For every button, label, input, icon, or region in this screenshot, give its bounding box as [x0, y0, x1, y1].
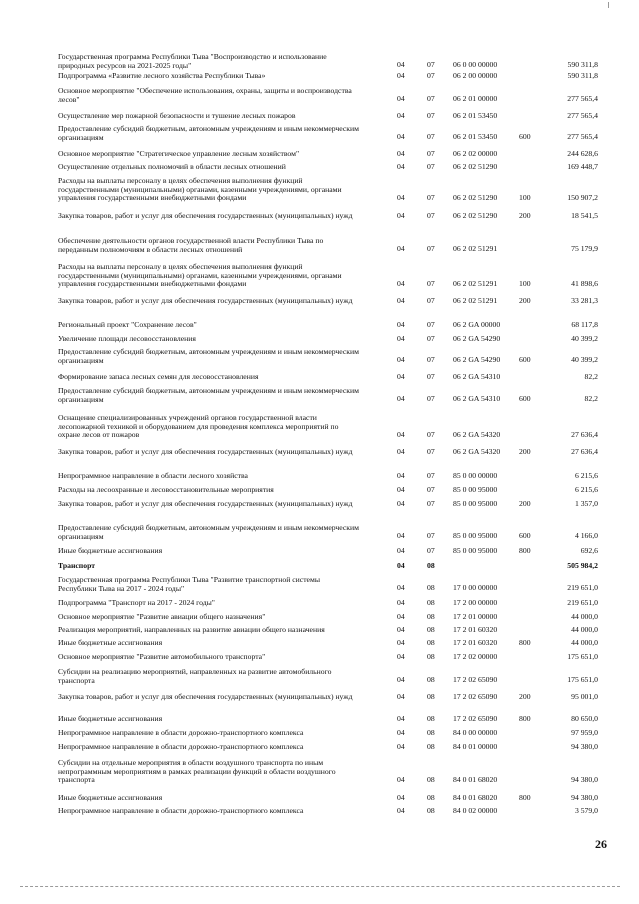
row-name: Иные бюджетные ассигнования [58, 546, 163, 555]
row-rz: 04 [397, 531, 405, 541]
row-csr: 85 0 00 95000 [453, 485, 498, 495]
row-csr: 17 2 02 65090 [453, 675, 498, 685]
row-csr: 17 2 01 60320 [453, 638, 498, 648]
row-vr: 100 [519, 279, 531, 289]
row-sum: 244 628,6 [567, 149, 598, 159]
row-name: Подпрограмма «Развитие лесного хозяйства Республики Тыва» [58, 71, 266, 80]
row-csr: 17 2 02 65090 [453, 692, 498, 702]
row-pr: 08 [427, 806, 435, 816]
row-csr: 06 2 00 00000 [453, 71, 498, 81]
row-pr: 08 [427, 612, 435, 622]
row-csr: 06 2 02 51291 [453, 296, 498, 306]
row-rz: 04 [397, 132, 405, 142]
table-row [0, 668, 639, 685]
row-rz: 04 [397, 372, 405, 382]
row-sum: 169 448,7 [567, 162, 598, 172]
row-sum: 4 166,0 [574, 531, 598, 541]
table-row [0, 807, 639, 816]
row-name: Закупка товаров, работ и услуг для обеспечения государственных (муниципальных) нужд [58, 211, 353, 220]
row-name: Субсидии на отдельные мероприятия в области воздушного транспорта по иным непрограммным мероприятиям в рамках реализации функций в области воздушного транспорта [58, 758, 336, 785]
row-csr: 84 0 01 68020 [453, 793, 498, 803]
row-rz: 04 [397, 111, 405, 121]
row-csr: 06 2 02 51291 [453, 244, 498, 254]
row-csr: 84 0 01 68020 [453, 775, 498, 785]
row-rz: 04 [397, 583, 405, 593]
row-rz: 04 [397, 430, 405, 440]
row-sum: 94 380,0 [571, 742, 598, 752]
row-pr: 08 [427, 714, 435, 724]
row-name: Региональный проект "Сохранение лесов" [58, 320, 197, 329]
row-sum: 27 636,4 [571, 430, 598, 440]
table-row [0, 486, 639, 495]
row-name: Формирование запаса лесных семян для лесовосстановления [58, 372, 259, 381]
row-rz: 04 [397, 652, 405, 662]
row-sum: 44 000,0 [571, 612, 598, 622]
table-row [0, 321, 639, 330]
row-rz: 04 [397, 561, 405, 571]
table-row [0, 163, 639, 172]
row-name: Оснащение специализированных учреждений органов государственной власти лесопожарной техникой и оборудованием для проведения комплекса мероприятий по охране лесов от пожаров [58, 413, 339, 440]
row-vr: 200 [519, 296, 531, 306]
row-csr: 06 2 02 51290 [453, 211, 498, 221]
row-pr: 08 [427, 638, 435, 648]
row-name: Реализация мероприятий, направленных на развитие авиации общего назначения [58, 625, 325, 634]
row-name: Основное мероприятие "Развитие автомобильного транспорта" [58, 652, 266, 661]
row-csr: 85 0 00 00000 [453, 471, 498, 481]
row-sum: 6 215,6 [574, 485, 598, 495]
row-sum: 27 636,4 [571, 447, 598, 457]
row-sum: 40 399,2 [571, 334, 598, 344]
row-pr: 07 [427, 546, 435, 556]
row-sum: 44 000,0 [571, 625, 598, 635]
row-sum: 505 984,2 [567, 561, 598, 571]
row-vr: 200 [519, 447, 531, 457]
row-csr: 17 2 01 00000 [453, 612, 498, 622]
row-rz: 04 [397, 546, 405, 556]
row-rz: 04 [397, 598, 405, 608]
row-rz: 04 [397, 675, 405, 685]
row-rz: 04 [397, 638, 405, 648]
row-rz: 04 [397, 692, 405, 702]
row-pr: 07 [427, 447, 435, 457]
row-csr: 06 2 01 53450 [453, 132, 498, 142]
table-row [0, 87, 639, 104]
row-rz: 04 [397, 334, 405, 344]
row-name: Иные бюджетные ассигнования [58, 714, 163, 723]
row-rz: 04 [397, 714, 405, 724]
row-rz: 04 [397, 447, 405, 457]
row-pr: 07 [427, 111, 435, 121]
row-name: Расходы на выплаты персоналу в целях обеспечения выполнения функций государственными (муниципальными) органами, казенными учреждениями, органами управления государственными внебюджетными фондами [58, 262, 342, 289]
row-sum: 18 541,5 [571, 211, 598, 221]
row-vr: 800 [519, 546, 531, 556]
row-rz: 04 [397, 485, 405, 495]
row-rz: 04 [397, 320, 405, 330]
row-csr: 06 2 02 51291 [453, 279, 498, 289]
table-row [0, 335, 639, 344]
row-sum: 175 651,0 [567, 652, 598, 662]
row-sum: 41 898,6 [571, 279, 598, 289]
table-row [0, 693, 639, 702]
row-sum: 95 001,0 [571, 692, 598, 702]
table-row [0, 576, 639, 593]
table-row [0, 414, 639, 440]
row-rz: 04 [397, 625, 405, 635]
row-sum: 82,2 [584, 372, 598, 382]
row-csr: 06 2 GA 54290 [453, 355, 501, 365]
row-csr: 85 0 00 95000 [453, 531, 498, 541]
table-row [0, 237, 639, 254]
row-name: Расходы на лесоохранные и лесовосстановительные мероприятия [58, 485, 274, 494]
row-rz: 04 [397, 296, 405, 306]
row-rz: 04 [397, 612, 405, 622]
row-rz: 04 [397, 149, 405, 159]
row-csr: 17 2 01 60320 [453, 625, 498, 635]
row-sum: 277 565,4 [567, 132, 598, 142]
row-vr: 600 [519, 394, 531, 404]
table-row [0, 263, 639, 289]
row-csr: 06 2 GA 54290 [453, 334, 501, 344]
row-name: Предоставление субсидий бюджетным, автономным учреждениям и иным некоммерческим организациям [58, 347, 359, 365]
row-pr: 07 [427, 162, 435, 172]
row-pr: 07 [427, 211, 435, 221]
row-rz: 04 [397, 742, 405, 752]
row-vr: 200 [519, 692, 531, 702]
row-rz: 04 [397, 775, 405, 785]
row-rz: 04 [397, 94, 405, 104]
row-sum: 68 117,8 [571, 320, 598, 330]
row-pr: 07 [427, 394, 435, 404]
row-csr: 06 2 GA 54310 [453, 372, 501, 382]
row-sum: 277 565,4 [567, 111, 598, 121]
row-name: Непрограммное направление в области дорожно-транспортного комплекса [58, 806, 304, 815]
row-csr: 06 2 02 51290 [453, 162, 498, 172]
row-sum: 1 357,0 [574, 499, 598, 509]
row-csr: 17 2 02 65090 [453, 714, 498, 724]
table-row [0, 387, 639, 404]
row-csr: 17 2 00 00000 [453, 598, 498, 608]
row-csr: 84 0 02 00000 [453, 806, 498, 816]
row-csr: 06 2 GA 54320 [453, 447, 501, 457]
row-rz: 04 [397, 193, 405, 203]
row-name: Иные бюджетные ассигнования [58, 638, 163, 647]
table-row [0, 472, 639, 481]
row-name: Закупка товаров, работ и услуг для обеспечения государственных (муниципальных) нужд [58, 692, 353, 701]
row-csr: 84 0 00 00000 [453, 728, 498, 738]
row-name: Основное мероприятие "Обеспечение использования, охраны, защиты и воспроизводства лесов" [58, 86, 352, 104]
row-csr: 17 0 00 00000 [453, 583, 498, 593]
row-pr: 07 [427, 320, 435, 330]
row-vr: 200 [519, 499, 531, 509]
row-name: Непрограммное направление в области дорожно-транспортного комплекса [58, 728, 304, 737]
row-name: Субсидии на реализацию мероприятий, направленных на развитие автомобильного транспорта [58, 667, 332, 685]
row-name: Осуществление мер пожарной безопасности и тушение лесных пожаров [58, 111, 296, 120]
row-pr: 07 [427, 244, 435, 254]
row-pr: 07 [427, 485, 435, 495]
row-sum: 82,2 [584, 394, 598, 404]
table-row [0, 448, 639, 457]
table-row [0, 639, 639, 648]
table-row [0, 373, 639, 382]
row-pr: 07 [427, 71, 435, 81]
row-pr: 08 [427, 583, 435, 593]
table-row [0, 53, 639, 70]
table-row [0, 653, 639, 662]
row-csr: 06 2 GA 54310 [453, 394, 501, 404]
row-rz: 04 [397, 211, 405, 221]
row-name: Осуществление отдельных полномочий в области лесных отношений [58, 162, 286, 171]
row-rz: 04 [397, 394, 405, 404]
row-rz: 04 [397, 71, 405, 81]
table-row [0, 759, 639, 785]
row-pr: 07 [427, 430, 435, 440]
row-rz: 04 [397, 279, 405, 289]
row-sum: 692,6 [580, 546, 598, 556]
row-csr: 06 2 02 00000 [453, 149, 498, 159]
table-row [0, 72, 639, 81]
row-rz: 04 [397, 793, 405, 803]
row-rz: 04 [397, 728, 405, 738]
table-row [0, 743, 639, 752]
row-sum: 44 000,0 [571, 638, 598, 648]
table-row [0, 626, 639, 635]
row-pr: 08 [427, 793, 435, 803]
row-csr: 85 0 00 95000 [453, 546, 498, 556]
row-name: Закупка товаров, работ и услуг для обеспечения государственных (муниципальных) нужд [58, 296, 353, 305]
row-vr: 800 [519, 793, 531, 803]
row-name: Государственная программа Республики Тыва "Воспроизводство и использование природных ресурсов на 2021-2025 годы" [58, 52, 327, 70]
table-row [0, 112, 639, 121]
row-name: Расходы на выплаты персоналу в целях обеспечения выполнения функций государственными (муниципальными) органами, казенными учреждениями, органами управления государственными внебюджетными фондами [58, 176, 342, 203]
row-name: Иные бюджетные ассигнования [58, 793, 163, 802]
table-row [0, 613, 639, 622]
row-sum: 3 579,0 [574, 806, 598, 816]
row-sum: 150 907,2 [567, 193, 598, 203]
table-row [0, 297, 639, 306]
table-row [0, 715, 639, 724]
row-pr: 08 [427, 561, 435, 571]
row-pr: 07 [427, 279, 435, 289]
row-vr: 100 [519, 193, 531, 203]
row-pr: 08 [427, 652, 435, 662]
row-csr: 06 0 00 00000 [453, 60, 498, 70]
row-sum: 97 959,0 [571, 728, 598, 738]
row-name: Закупка товаров, работ и услуг для обеспечения государственных (муниципальных) нужд [58, 499, 353, 508]
row-vr: 800 [519, 638, 531, 648]
row-name: Непрограммное направление в области дорожно-транспортного комплекса [58, 742, 304, 751]
row-name: Государственная программа Республики Тыва "Развитие транспортной системы Республики Тыва на 2017 - 2024 годы" [58, 575, 320, 593]
row-vr: 600 [519, 531, 531, 541]
table-row [0, 348, 639, 365]
row-rz: 04 [397, 244, 405, 254]
row-sum: 94 380,0 [571, 793, 598, 803]
row-vr: 800 [519, 714, 531, 724]
row-pr: 07 [427, 94, 435, 104]
row-csr: 85 0 00 95000 [453, 499, 498, 509]
row-csr: 06 2 GA 00000 [453, 320, 501, 330]
row-sum: 75 179,9 [571, 244, 598, 254]
row-pr: 08 [427, 775, 435, 785]
row-name: Основное мероприятие "Развитие авиации общего назначения" [58, 612, 266, 621]
row-vr: 600 [519, 355, 531, 365]
row-rz: 04 [397, 499, 405, 509]
row-vr: 200 [519, 211, 531, 221]
row-rz: 04 [397, 355, 405, 365]
row-pr: 07 [427, 372, 435, 382]
row-sum: 219 651,0 [567, 583, 598, 593]
row-csr: 06 2 01 53450 [453, 111, 498, 121]
table-row [0, 524, 639, 541]
row-pr: 07 [427, 499, 435, 509]
table-row [0, 500, 639, 509]
bottom-rule [20, 886, 620, 887]
table-row [0, 150, 639, 159]
row-name: Увеличение площади лесовосстановления [58, 334, 196, 343]
row-csr: 06 2 01 00000 [453, 94, 498, 104]
row-name: Предоставление субсидий бюджетным, автономным учреждениям и иным некоммерческим организациям [58, 124, 359, 142]
table-row [0, 125, 639, 142]
row-pr: 08 [427, 598, 435, 608]
row-pr: 07 [427, 296, 435, 306]
table-row [0, 177, 639, 203]
row-pr: 07 [427, 60, 435, 70]
row-sum: 219 651,0 [567, 598, 598, 608]
row-pr: 07 [427, 132, 435, 142]
row-name: Обеспечение деятельности органов государственной власти Республики Тыва по переданным полномочиям в области лесных отношений [58, 236, 324, 254]
table-row [0, 547, 639, 556]
table-row [0, 794, 639, 803]
row-csr: 06 2 GA 54320 [453, 430, 501, 440]
table-row [0, 562, 639, 571]
row-rz: 04 [397, 471, 405, 481]
row-name: Непрограммное направление в области лесного хозяйства [58, 471, 248, 480]
row-pr: 07 [427, 355, 435, 365]
table-row [0, 729, 639, 738]
row-name: Предоставление субсидий бюджетным, автономным учреждениям и иным некоммерческим организациям [58, 386, 359, 404]
row-pr: 07 [427, 149, 435, 159]
row-sum: 590 311,8 [567, 71, 598, 81]
row-name: Транспорт [58, 561, 96, 570]
table-row [0, 212, 639, 221]
page-number: 26 [595, 837, 607, 851]
row-sum: 590 311,8 [567, 60, 598, 70]
row-sum: 175 651,0 [567, 675, 598, 685]
row-csr: 17 2 02 00000 [453, 652, 498, 662]
row-sum: 80 650,0 [571, 714, 598, 724]
row-pr: 08 [427, 728, 435, 738]
row-vr: 600 [519, 132, 531, 142]
row-csr: 84 0 01 00000 [453, 742, 498, 752]
row-name: Закупка товаров, работ и услуг для обеспечения государственных (муниципальных) нужд [58, 447, 353, 456]
row-sum: 33 281,3 [571, 296, 598, 306]
row-name: Основное мероприятие "Стратегическое управление лесным хозяйством" [58, 149, 300, 158]
row-pr: 08 [427, 692, 435, 702]
row-rz: 04 [397, 162, 405, 172]
row-pr: 07 [427, 531, 435, 541]
row-pr: 07 [427, 471, 435, 481]
row-pr: 08 [427, 675, 435, 685]
table-row [0, 599, 639, 608]
row-pr: 08 [427, 625, 435, 635]
row-pr: 08 [427, 742, 435, 752]
row-rz: 04 [397, 60, 405, 70]
row-pr: 07 [427, 193, 435, 203]
row-pr: 07 [427, 334, 435, 344]
row-rz: 04 [397, 806, 405, 816]
row-sum: 40 399,2 [571, 355, 598, 365]
row-sum: 277 565,4 [567, 94, 598, 104]
row-name: Предоставление субсидий бюджетным, автономным учреждениям и иным некоммерческим организациям [58, 523, 359, 541]
row-sum: 6 215,6 [574, 471, 598, 481]
row-name: Подпрограмма "Транспорт на 2017 - 2024 годы" [58, 598, 215, 607]
row-csr: 06 2 02 51290 [453, 193, 498, 203]
row-sum: 94 380,0 [571, 775, 598, 785]
